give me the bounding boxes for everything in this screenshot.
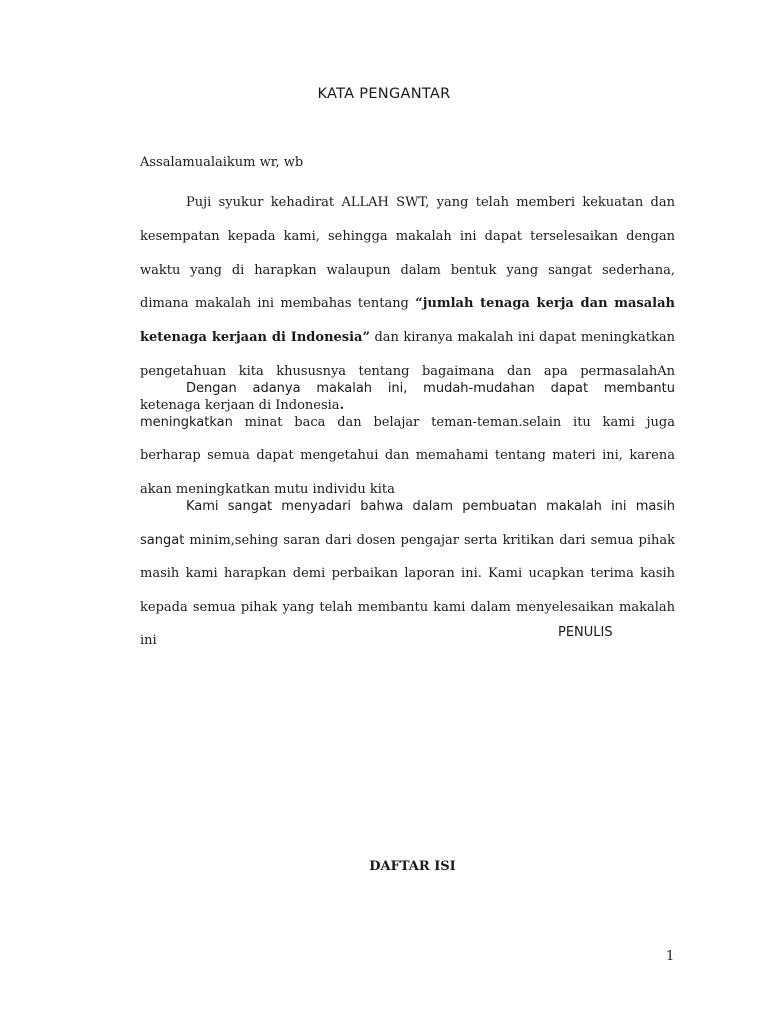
paragraph-1-text: Puji syukur kehadirat ALLAH SWT, yang telah memberi kekuatan dan kesempatan kepada kami, sehingga makalah ini dapat terselesaikan dengan waktu yang di harapkan walaupun dalam bentuk yang sangat sederhana, dimana makalah ini membahas tentang <box>140 195 675 312</box>
paragraph-1-text-cont: dan kiranya makalah ini dapat meningkatkan pengetahuan kita khususnya tentang bagaimana dan apa permasalahAn ketenaga kerjaan di Indonesia <box>140 330 675 413</box>
daftar-isi-heading: DAFTAR ISI <box>369 859 456 874</box>
paragraph-2-text: minat baca dan belajar teman-teman.selain itu kami juga berharap semua dapat mengetahui dan memahami tentang materi ini, karena akan meningkatkan mutu individu kita <box>140 414 675 497</box>
paragraph-2 <box>140 372 675 506</box>
paragraph-3-text: minim,sehing saran dari dosen pengajar serta kritikan dari semua pihak masih kami harapkan demi perbaikan laporan ini. Kami ucapkan terima kasih kepada semua pihak yang telah membantu kami dalam menyelesaikan makalah ini <box>140 532 675 649</box>
paragraph-3-first-line: Kami sangat menyadari bahwa dalam pembuatan makalah ini masih sangat <box>140 499 675 548</box>
greeting-text: Assalamualaikum wr, wb <box>140 155 304 170</box>
paragraph-2-first-line: Dengan adanya makalah ini, mudah-mudahan dapat membantu meningkatkan <box>140 381 675 430</box>
signature-text: PENULIS <box>558 625 613 640</box>
page-number: 1 <box>666 949 675 964</box>
paragraph-1-bold-topic: “jumlah tenaga kerja dan masalah ketenaga kerjaan di Indonesia” <box>140 296 675 346</box>
paragraph-1-end: . <box>339 397 345 413</box>
document-title: KATA PENGANTAR <box>317 86 451 102</box>
